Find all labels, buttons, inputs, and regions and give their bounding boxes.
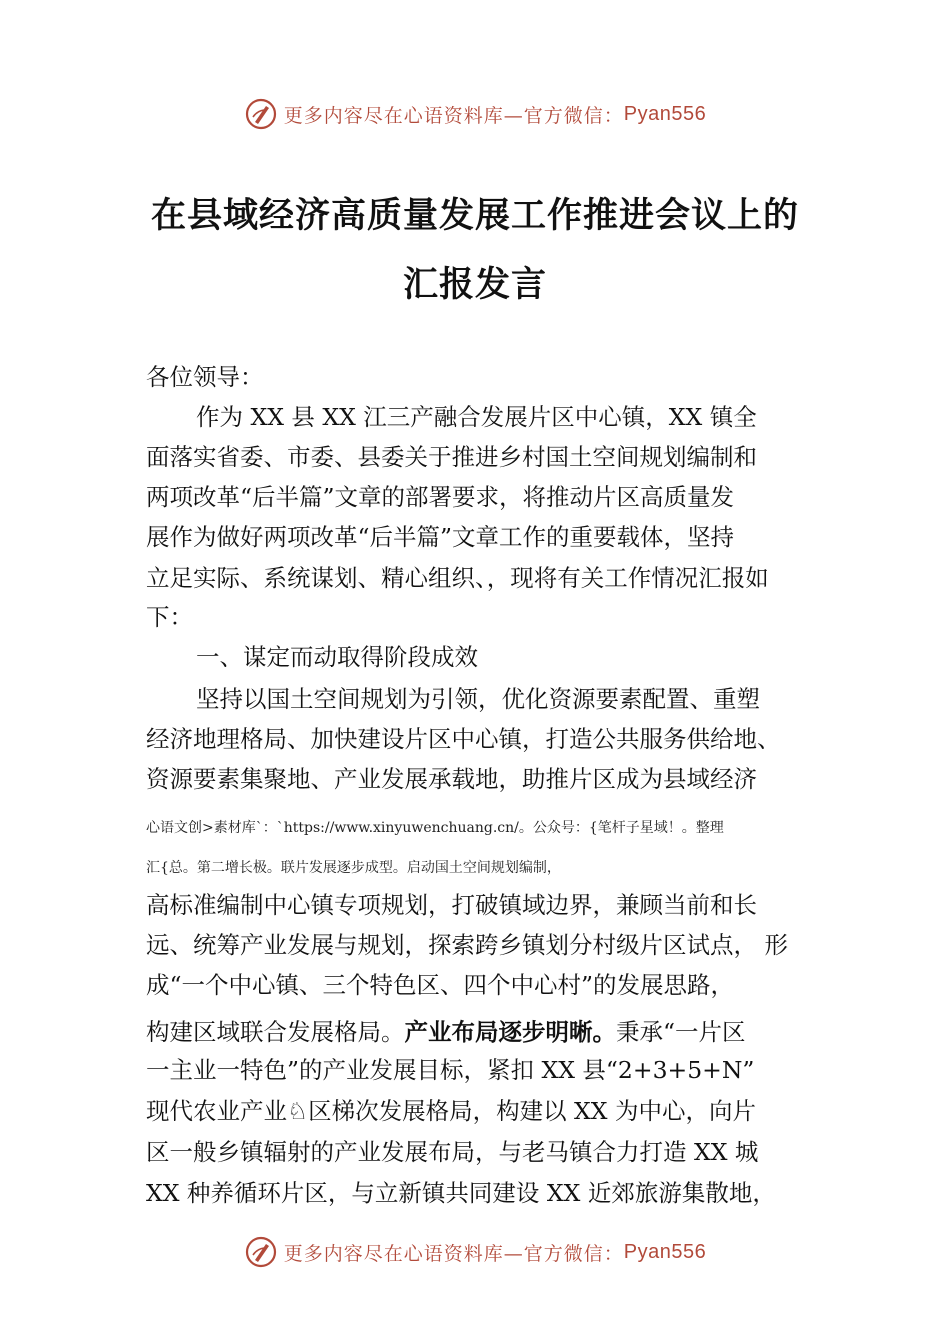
paragraph-line: 高标准编制中心镇专项规划，打破镇域边界，兼顾当前和长 (146, 891, 757, 919)
paragraph-line: 现代农业产业♘区梯次发展格局，构建以 XX 为中心，向片 (146, 1097, 756, 1125)
paragraph-line: 立足实际、系统谋划、精心组织、，现将有关工作情况汇报如 (146, 564, 769, 592)
paragraph-text: 构建区域联合发展格局。 (146, 1018, 405, 1046)
paragraph-line: 作为 XX 县 XX 江三产融合发展片区中心镇，XX 镇全 (196, 403, 757, 431)
banner-text: 更多内容尽在心语资料库—官方微信： (283, 1242, 624, 1265)
paragraph-line (146, 1017, 746, 1047)
paragraph-line: 区一般乡镇辐射的产业发展布局，与老马镇合力打造 XX 城 (146, 1138, 759, 1166)
header-banner (0, 94, 950, 134)
paragraph-line: 面落实省委、市委、县委关于推进乡村国土空间规划编制和 (146, 443, 757, 471)
salutation: 各位领导： (146, 363, 264, 391)
watermark-line: 汇{总。第二增长极。联片发展逐步成型。启动国土空间规划编制， (146, 860, 561, 876)
paragraph-line: 远、统筹产业发展与规划，探索跨乡镇划分村级片区试点， 形 (146, 931, 788, 959)
document-title-line-1: 在县域经济高质量发展工作推进会议上的 (150, 195, 799, 236)
paragraph-line: 两项改革“后半篇”文章的部署要求，将推动片区高质量发 (146, 483, 735, 511)
pen-logo-icon (244, 1235, 278, 1269)
section-heading: 一、谋定而动取得阶段成效 (196, 643, 478, 671)
document-title-line-2: 汇报发言 (402, 264, 547, 305)
banner-wechat-id: Pyan556 (623, 1240, 707, 1263)
paragraph-line: 坚持以国土空间规划为引领，优化资源要素配置、重塑 (196, 685, 760, 713)
paragraph-line: 资源要素集聚地、产业发展承载地，助推片区成为县域经济 (146, 765, 757, 793)
banner-text: 更多内容尽在心语资料库—官方微信： (283, 104, 624, 127)
paragraph-line: 一主业一特色”的产业发展目标，紧扣 XX 县“2+3+5+N” (146, 1056, 755, 1084)
footer-banner (0, 1232, 950, 1272)
paragraph-line: 展作为做好两项改革“后半篇”文章工作的重要载体，坚持 (146, 523, 735, 551)
pen-logo-icon (244, 97, 278, 131)
paragraph-line: 成“一个中心镇、三个特色区、四个中心村”的发展思路， (146, 971, 735, 999)
paragraph-text: 秉承“一片区 (616, 1018, 746, 1046)
paragraph-line: 下： (146, 603, 193, 631)
bold-subheading: 产业布局逐步明晰。 (404, 1018, 616, 1046)
paragraph-line: 经济地理格局、加快建设片区中心镇，打造公共服务供给地、 (146, 725, 781, 753)
paragraph-line: XX 种养循环片区，与立新镇共同建设 XX 近郊旅游集散地， (146, 1179, 776, 1207)
watermark-line: 心语文创>素材库`：`https://www.xinyuwenchuang.cn/。公众号：{笔杆子星域！。整理 (146, 820, 724, 836)
banner-wechat-id: Pyan556 (623, 102, 707, 125)
